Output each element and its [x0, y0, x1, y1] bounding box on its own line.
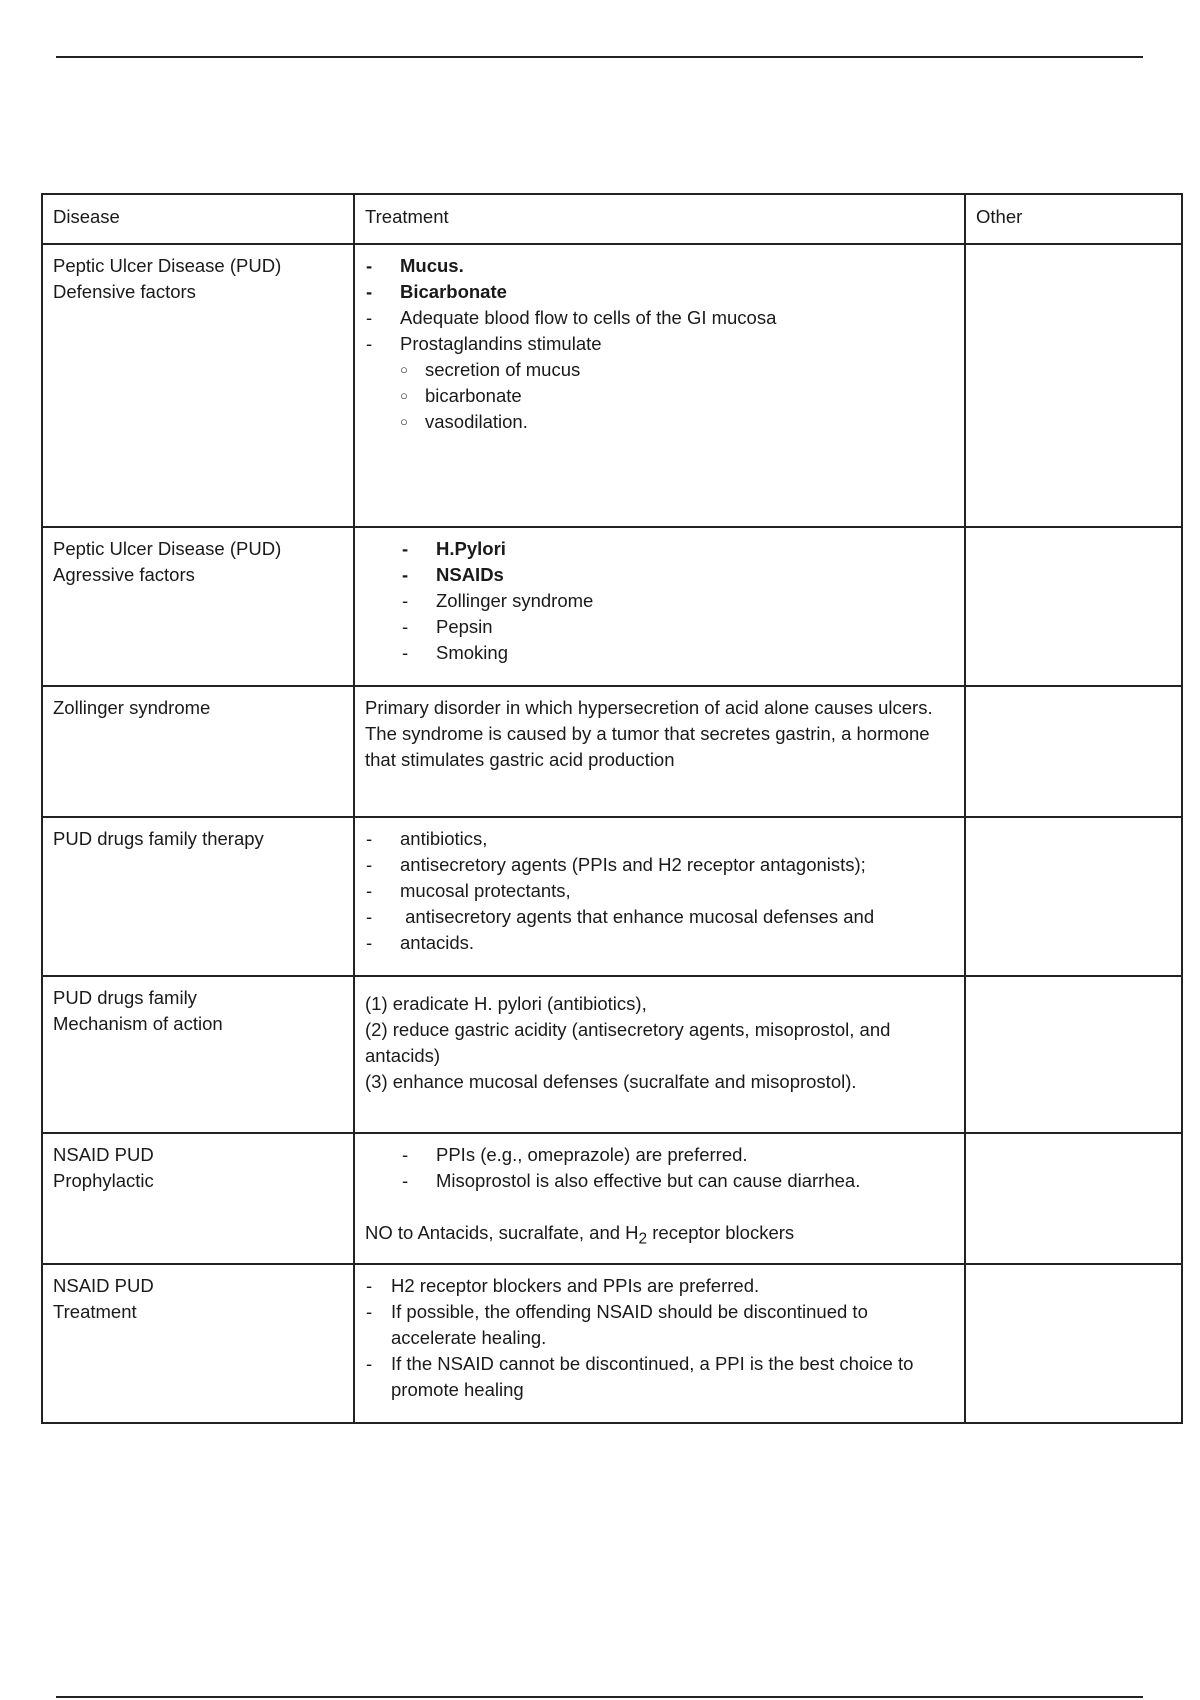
list-item: - Smoking	[365, 640, 954, 666]
disease-line: NSAID PUD	[53, 1275, 154, 1296]
disease-line: Mechanism of action	[53, 1013, 223, 1034]
disease-cell	[42, 1133, 354, 1264]
list-item: - antacids.	[365, 930, 954, 956]
list-item: - mucosal protectants,	[365, 878, 954, 904]
treatment-cell	[354, 976, 965, 1133]
list-item: - antisecretory agents that enhance mucosal defenses and	[365, 904, 954, 930]
other-cell	[965, 1264, 1182, 1423]
list-item: - Zollinger syndrome	[365, 588, 954, 614]
treatment-cell	[354, 527, 965, 686]
table-row	[42, 527, 1182, 686]
header-rule	[56, 56, 1143, 58]
list-item: - Prostaglandins stimulate	[365, 331, 954, 357]
treatment-list	[365, 253, 954, 357]
table-header-row	[42, 194, 1182, 244]
sub-list-item: ○ bicarbonate	[365, 383, 954, 409]
sub-list-item: ○ secretion of mucus	[365, 357, 954, 383]
other-cell	[965, 1133, 1182, 1264]
note-text: NO to Antacids, sucralfate, and H	[365, 1222, 639, 1243]
header-treatment: Treatment	[354, 194, 965, 244]
disease-line: PUD drugs family therapy	[53, 828, 264, 849]
spacer	[365, 1194, 954, 1220]
disease-cell	[42, 1264, 354, 1423]
paragraph: The syndrome is caused by a tumor that secretes gastrin, a hormone that stimulates gastric acid production	[365, 723, 930, 770]
treatment-list	[365, 536, 954, 666]
treatment-list	[365, 826, 954, 956]
paragraph: (1) eradicate H. pylori (antibiotics),	[365, 993, 647, 1014]
list-item: - If possible, the offending NSAID should be discontinued to accelerate healing.	[365, 1299, 954, 1351]
table-row	[42, 1264, 1182, 1423]
sub-list-item: ○ vasodilation.	[365, 409, 954, 435]
disease-line: NSAID PUD	[53, 1144, 154, 1165]
table-row	[42, 1133, 1182, 1264]
paragraph: Primary disorder in which hypersecretion of acid alone causes ulcers.	[365, 697, 933, 718]
disease-line: Agressive factors	[53, 564, 195, 585]
treatment-list	[365, 1273, 954, 1403]
list-item: - If the NSAID cannot be discontinued, a PPI is the best choice to promote healing	[365, 1351, 954, 1403]
note-text-end: receptor blockers	[647, 1222, 795, 1243]
disease-line: PUD drugs family	[53, 987, 197, 1008]
disease-treatment-table	[41, 193, 1183, 1424]
disease-line: Peptic Ulcer Disease (PUD)	[53, 538, 282, 559]
list-item: - Adequate blood flow to cells of the GI mucosa	[365, 305, 954, 331]
other-cell	[965, 686, 1182, 817]
treatment-cell	[354, 1133, 965, 1264]
disease-cell	[42, 976, 354, 1133]
list-item: - Bicarbonate	[365, 279, 954, 305]
footer-rule	[56, 1696, 1143, 1698]
other-cell	[965, 527, 1182, 686]
disease-line: Zollinger syndrome	[53, 697, 211, 718]
list-item: - H.Pylori	[365, 536, 954, 562]
treatment-cell	[354, 244, 965, 527]
paragraph: (2) reduce gastric acidity (antisecretory agents, misoprostol, and antacids)	[365, 1019, 891, 1066]
other-cell	[965, 976, 1182, 1133]
disease-line: Prophylactic	[53, 1170, 154, 1191]
header-other: Other	[965, 194, 1182, 244]
disease-cell	[42, 527, 354, 686]
disease-cell	[42, 244, 354, 527]
table-row	[42, 244, 1182, 527]
table-row	[42, 976, 1182, 1133]
treatment-cell	[354, 686, 965, 817]
disease-line: Treatment	[53, 1301, 137, 1322]
note-subscript: 2	[638, 1230, 648, 1248]
list-item: - NSAIDs	[365, 562, 954, 588]
list-item: - antisecretory agents (PPIs and H2 receptor antagonists);	[365, 852, 954, 878]
list-item: - Pepsin	[365, 614, 954, 640]
list-item: - antibiotics,	[365, 826, 954, 852]
disease-cell	[42, 686, 354, 817]
treatment-cell	[354, 1264, 965, 1423]
note-line	[365, 1220, 954, 1253]
list-item: - Mucus.	[365, 253, 954, 279]
disease-line: Peptic Ulcer Disease (PUD)	[53, 255, 282, 276]
treatment-cell	[354, 817, 965, 976]
list-item: - Misoprostol is also effective but can cause diarrhea.	[365, 1168, 954, 1194]
header-disease: Disease	[42, 194, 354, 244]
table-row	[42, 817, 1182, 976]
disease-cell	[42, 817, 354, 976]
list-item: - H2 receptor blockers and PPIs are preferred.	[365, 1273, 954, 1299]
other-cell	[965, 817, 1182, 976]
list-item: - PPIs (e.g., omeprazole) are preferred.	[365, 1142, 954, 1168]
table-row	[42, 686, 1182, 817]
paragraph: (3) enhance mucosal defenses (sucralfate and misoprostol).	[365, 1071, 857, 1092]
disease-line: Defensive factors	[53, 281, 196, 302]
treatment-list	[365, 1142, 954, 1194]
treatment-sublist	[365, 357, 954, 435]
other-cell	[965, 244, 1182, 527]
